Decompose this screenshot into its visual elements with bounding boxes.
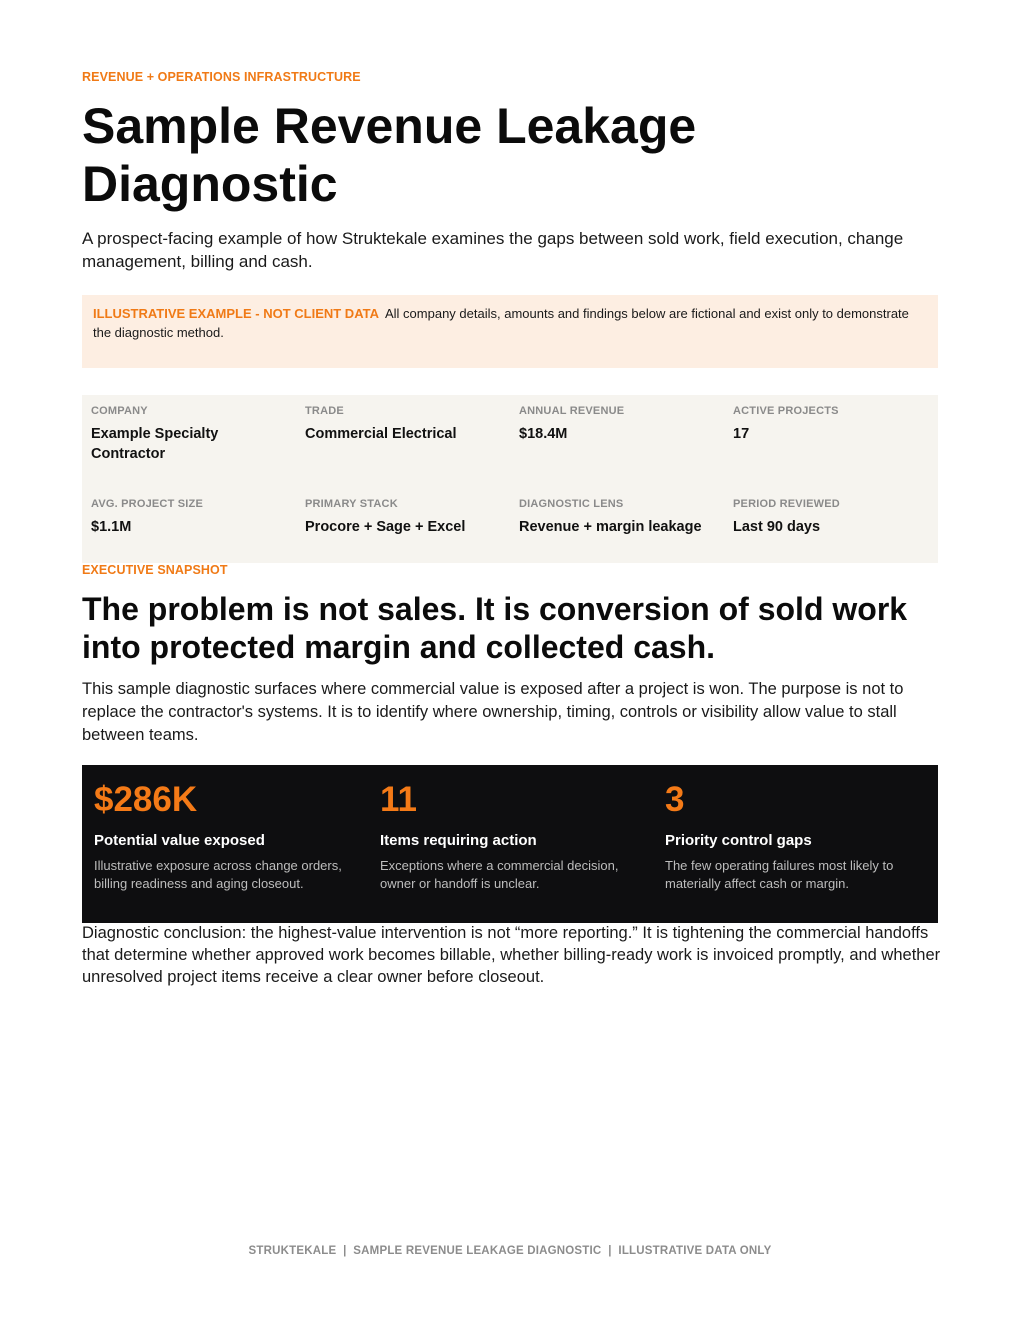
fact-label: TRADE <box>305 405 344 417</box>
fact-value: Last 90 days <box>733 519 821 535</box>
fact-value: $1.1M <box>91 519 132 535</box>
fact-period-reviewed <box>733 497 938 537</box>
fact-label: COMPANY <box>91 405 148 417</box>
metric-description: The few operating failures most likely to materially affect cash or margin. <box>665 858 894 891</box>
metric-label: Priority control gaps <box>665 832 812 849</box>
page-lede: A prospect-facing example of how Struktekale examines the gaps between sold work, field execution, change management, billing and cash. <box>82 229 904 271</box>
company-facts-panel <box>82 395 938 563</box>
fact-label: DIAGNOSTIC LENS <box>519 498 624 510</box>
illustrative-notice <box>82 295 938 368</box>
metric-description: Illustrative exposure across change orders, billing readiness and aging closeout. <box>94 858 342 891</box>
page-title: Sample Revenue Leakage Diagnostic <box>82 98 697 212</box>
metric-number: 3 <box>665 780 685 819</box>
snapshot-eyebrow: EXECUTIVE SNAPSHOT <box>82 563 228 577</box>
metric-label: Items requiring action <box>380 832 537 849</box>
fact-annual-revenue <box>519 404 724 444</box>
fact-diagnostic-lens <box>519 497 724 537</box>
fact-label: ANNUAL REVENUE <box>519 405 625 417</box>
notice-tag: ILLUSTRATIVE EXAMPLE - NOT CLIENT DATA <box>93 306 379 321</box>
fact-active-projects <box>733 404 938 444</box>
fact-label: ACTIVE PROJECTS <box>733 405 839 417</box>
fact-avg-project-size <box>91 497 296 537</box>
fact-company <box>91 404 296 464</box>
metrics-panel <box>82 765 938 923</box>
fact-label: PERIOD REVIEWED <box>733 498 840 510</box>
fact-trade <box>305 404 510 444</box>
fact-value: $18.4M <box>519 426 568 442</box>
fact-value: Commercial Electrical <box>305 426 457 442</box>
section-eyebrow: REVENUE + OPERATIONS INFRASTRUCTURE <box>82 70 361 84</box>
metric-label: Potential value exposed <box>94 832 265 849</box>
fact-value: Revenue + margin leakage <box>519 519 702 535</box>
metric-value-exposed <box>94 779 354 893</box>
diagnostic-conclusion: Diagnostic conclusion: the highest-value intervention is not “more reporting.” It is tightening the commercial handoffs that determine whether approved work becomes billable, whether billing-ready work is invoiced promptly, and whether unresolved project items receive a clear owner before closeout. <box>82 924 941 986</box>
fact-value: 17 <box>733 426 750 442</box>
page-footer <box>0 1245 1020 1257</box>
metric-number: 11 <box>380 780 417 819</box>
fact-value: Procore + Sage + Excel <box>305 519 466 535</box>
fact-label: AVG. PROJECT SIZE <box>91 498 203 510</box>
metric-number: $286K <box>94 780 198 819</box>
snapshot-headline: The problem is not sales. It is conversion of sold work into protected margin and collected cash. <box>82 591 908 665</box>
notice-text: All company details, amounts and findings below are fictional and exist only to demonstrate the diagnostic method. <box>93 306 909 340</box>
metric-priority-control-gaps <box>665 779 925 893</box>
metric-items-requiring-action <box>380 779 640 893</box>
metric-description: Exceptions where a commercial decision, owner or handoff is unclear. <box>380 858 619 891</box>
snapshot-body: This sample diagnostic surfaces where commercial value is exposed after a project is won. The purpose is not to replace the contractor's systems. It is to identify where ownership, timing, controls or visibility allow value to stall between teams. <box>82 680 904 744</box>
fact-primary-stack <box>305 497 510 537</box>
fact-value: Example Specialty Contractor <box>91 426 219 462</box>
fact-label: PRIMARY STACK <box>305 498 398 510</box>
footer-text: STRUKTEKALE | SAMPLE REVENUE LEAKAGE DIAGNOSTIC | ILLUSTRATIVE DATA ONLY <box>248 1245 772 1257</box>
